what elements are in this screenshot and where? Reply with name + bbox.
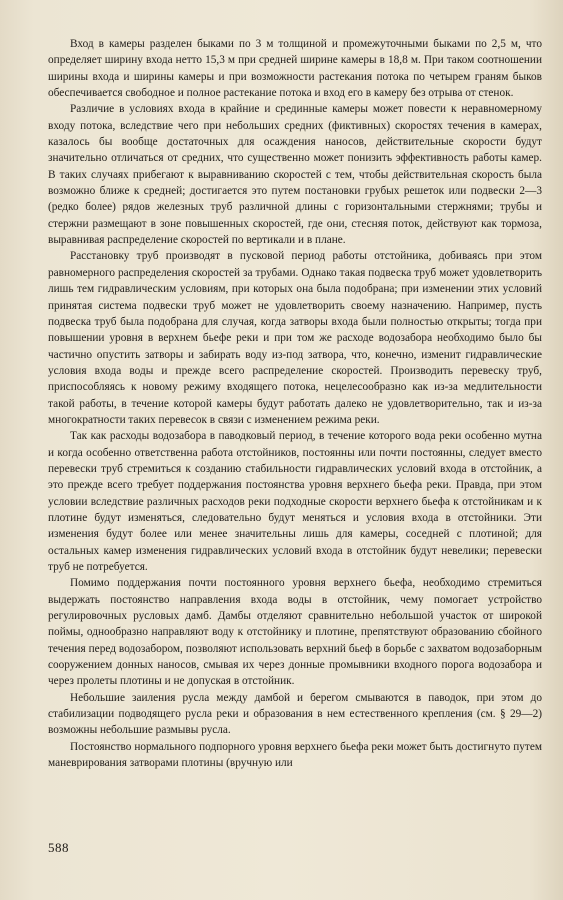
paragraph: Помимо поддержания почти постоянного уровня верхнего бьефа, необходимо стремиться выдержать постоянство направления входа воды в отстойник, чему помогает устройство регулировочных русловых дамб. Дамбы отделяют сравнительно небольшой участок от широкой поймы, однообразно направляют воду к отстойнику и плотине, препятствуют образованию сбойного течения перед водозабором, позволяют использовать верхний бьеф в борьбе с захватом водозаборным сооружением донных наносов, смывая их через донные промывники входного порога водозабора и через пролеты плотины и не допуская в отстойник. [48,577,542,688]
paragraph: Вход в камеры разделен быками по 3 м толщиной и промежуточными быками по 2,5 м, что определяет ширину входа нетто 15,3 м при средней ширине камеры в 18,8 м. При таком соотношении ширины входа и ширины камеры и при возможности растекания потока по четырем граням быков обеспечивается свободное и полное растекание потока и вход его в камеру без отрыва от стенок. [48,38,542,100]
page-number: 588 [48,840,69,855]
paragraph: Расстановку труб производят в пусковой период работы отстойника, добиваясь при этом равномерного распределения скоростей за трубами. Однако такая подвеска труб может удовлетворить лишь тем гидравлическим условиям, при которых она была подобрана; при изменении этих условий принятая система подвески труб может не удовлетворить своему назначению. Например, пусть подвеска труб была подобрана для случая, когда затворы входа были полностью открыты; тогда при повышении уровня в верхнем бьефе реки и при том же расходе водозабора необходимо было бы частично опустить затворы и забирать воду из-под затвора, что, конечно, изменит гидравлические условия входа воды и прежде всего распределение скоростей. Производить перевеску труб, приспособляясь к новому режиму входящего потока, нецелесообразно как из-за медлительности такой работы, в течение которой камеры будут работать далеко не удовлетворительно, так и из-за многократности таких перевесок в связи с изменением режима реки. [48,250,542,426]
paragraph: Небольшие заиления русла между дамбой и берегом смываются в паводок, при этом до стабилизации подводящего русла реки и образования в нем естественного крепления (см. § 29—2) возможны небольшие размывы русла. [48,691,542,737]
paragraph: Различие в условиях входа в крайние и срединные камеры может повести к неравномерному входу потока, вследствие чего при небольших средних (фиктивных) скоростях течения в камерах, казалось бы вообще достаточных для осаждения наносов, действительные скорости будут значительно отличаться от средних, что существенно может понизить эффективность работы камер. В таких случаях прибегают к выравниванию скоростей с тем, чтобы действительная скорость была возможно ближе к средней; достигается это путем постановки грубых решеток или подвески 2—3 (редко более) рядов железных труб различной длины с горизонтальными стержнями; трубы и стержни размещают в зоне повышенных скоростей, где они, стесняя поток, действуют как тормоза, выравнивая распределение скоростей по вертикали и в плане. [48,103,542,247]
paragraph: Постоянство нормального подпорного уровня верхнего бьефа реки может быть достигнуто путем маневрирования затворами плотины (вручную или [48,740,542,770]
body-text [48,36,542,771]
paragraph: Так как расходы водозабора в паводковый период, в течение которого вода реки особенно мутна и когда особенно ответственна работа отстойников, постоянны или почти постоянны, следует вместо перевески труб стремиться к созданию стабильности гидравлических условий входа в отстойник, а это прежде всего требует поддержания постоянства уровня верхнего бьефа реки. Правда, при этом условии вследствие различных расходов реки подходные скорости верхнего бьефа к отстойникам и к плотине будут изменяться, следовательно будут меняться и условия входа в отстойники. Эти изменения будут более или менее значительны лишь для камеры, соседней с плотиной; для остальных камер изменения гидравлических условий входа в отстойник будут невелики; перевески труб не потребуется. [48,430,542,573]
